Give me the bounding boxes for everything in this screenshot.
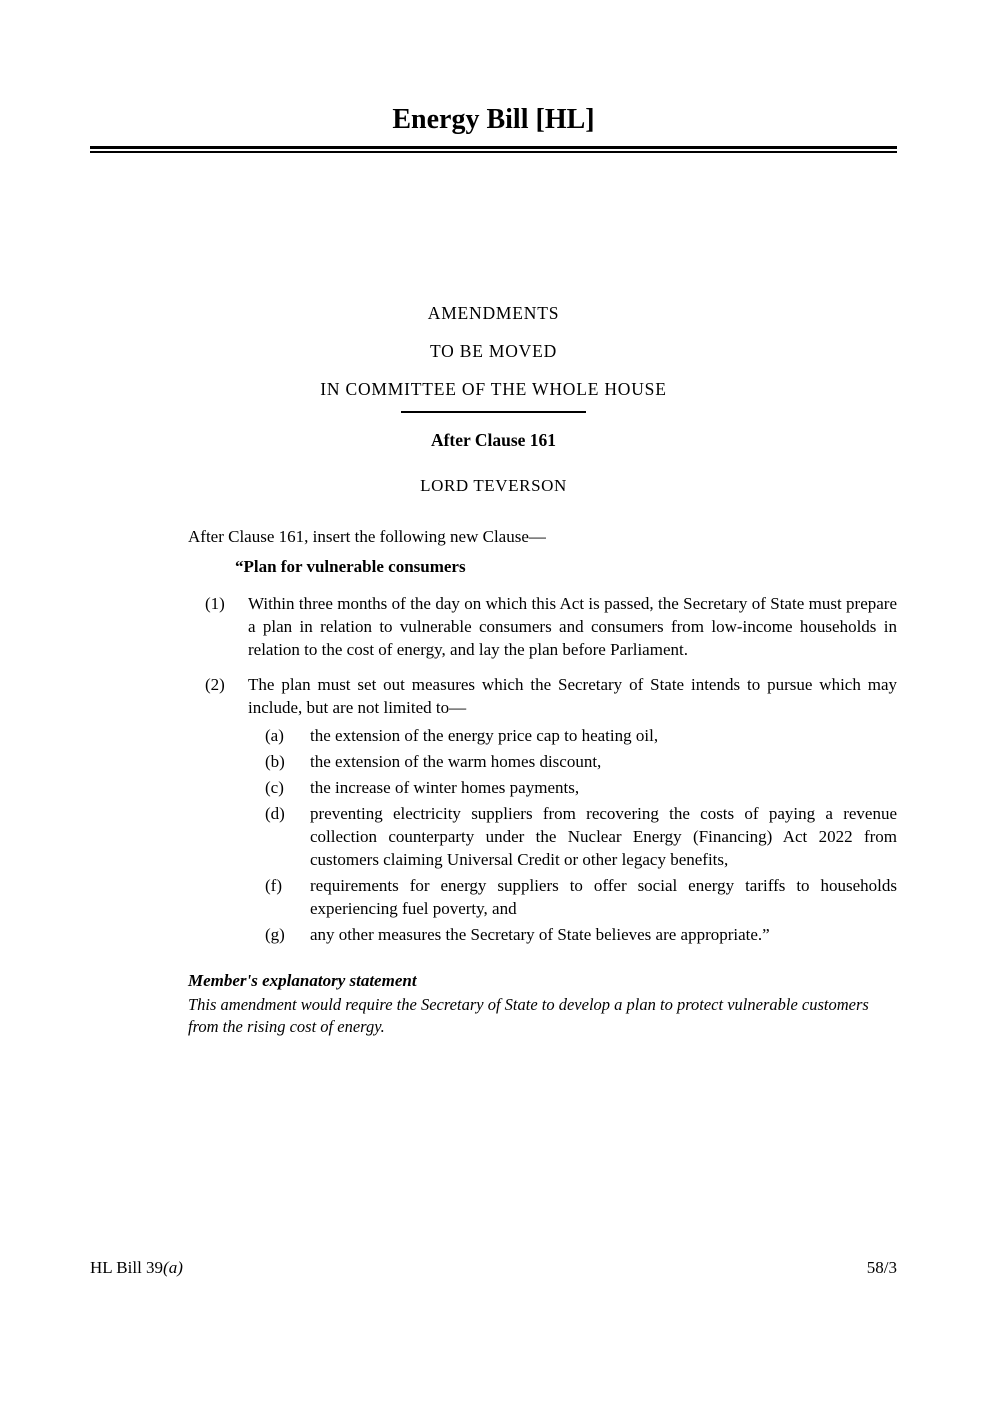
list-item-a: [265, 724, 897, 747]
list-item-c-label: (c): [265, 778, 284, 797]
mover-name: LORD TEVERSON: [420, 476, 567, 495]
list-item-d-label: (d): [265, 804, 285, 823]
heading-amendments: AMENDMENTS: [427, 303, 560, 323]
list-item-b-label: (b): [265, 752, 285, 771]
new-clause-title: “Plan for vulnerable consumers: [235, 557, 466, 576]
list-item-d: [265, 802, 897, 871]
explanatory-statement-heading: Member's explanatory statement: [188, 971, 417, 990]
list-item-g-label: (g): [265, 925, 285, 944]
list-item-d-text: preventing electricity suppliers from recovering the costs of paying a revenue collection counterparty under the Nuclear Energy (Financing) Act 2022 from customers claiming Universal Credit or other legacy benefits,: [310, 804, 897, 869]
document-title: Energy Bill [HL]: [392, 104, 595, 135]
subsection-1-number: (1): [205, 594, 225, 613]
list-item-f-label: (f): [265, 876, 282, 895]
subsection-1-text: Within three months of the day on which this Act is passed, the Secretary of State must prepare a plan in relation to vulnerable consumers and consumers from low-income households in relation to the cost of energy, and lay the plan before Parliament.: [248, 594, 897, 659]
title-double-rule: [90, 146, 897, 153]
list-item-a-label: (a): [265, 726, 284, 745]
footer-bill-number-text: HL Bill 39: [90, 1258, 164, 1277]
subsection-1: [205, 592, 897, 661]
list-item-b-text: the extension of the warm homes discount,: [310, 752, 602, 771]
list-item-c: [265, 776, 897, 799]
subsection-2-text: The plan must set out measures which the Secretary of State intends to pursue which may include, but are not limited to—: [248, 675, 897, 717]
footer-amendment-number: 58/3: [866, 1258, 897, 1277]
section-divider-rule: [401, 411, 586, 413]
list-item-f: [265, 874, 897, 920]
subsection-2-number: (2): [205, 675, 225, 694]
page-footer: [90, 1256, 897, 1279]
heading-to-be-moved: TO BE MOVED: [429, 341, 558, 361]
list-item-b: [265, 750, 897, 773]
list-item-a-text: the extension of the energy price cap to heating oil,: [310, 726, 659, 745]
explanatory-statement-text: This amendment would require the Secretary of State to develop a plan to protect vulnerable customers from the rising cost of energy.: [188, 995, 869, 1036]
footer-bill-number: [90, 1256, 183, 1279]
footer-bill-number-suffix: (a): [163, 1258, 183, 1277]
list-item-g: [265, 923, 897, 946]
list-item-f-text: requirements for energy suppliers to offer social energy tariffs to households experiencing fuel poverty, and: [310, 876, 897, 918]
subsection-2-body: [248, 673, 897, 946]
amendment-instruction: After Clause 161, insert the following new Clause—: [188, 527, 546, 546]
list-item-g-text: any other measures the Secretary of State believes are appropriate.”: [310, 925, 770, 944]
subsection-2: [205, 673, 897, 946]
list-item-c-text: the increase of winter homes payments,: [310, 778, 580, 797]
heading-committee: IN COMMITTEE OF THE WHOLE HOUSE: [320, 379, 667, 399]
clause-heading: After Clause 161: [430, 430, 557, 450]
